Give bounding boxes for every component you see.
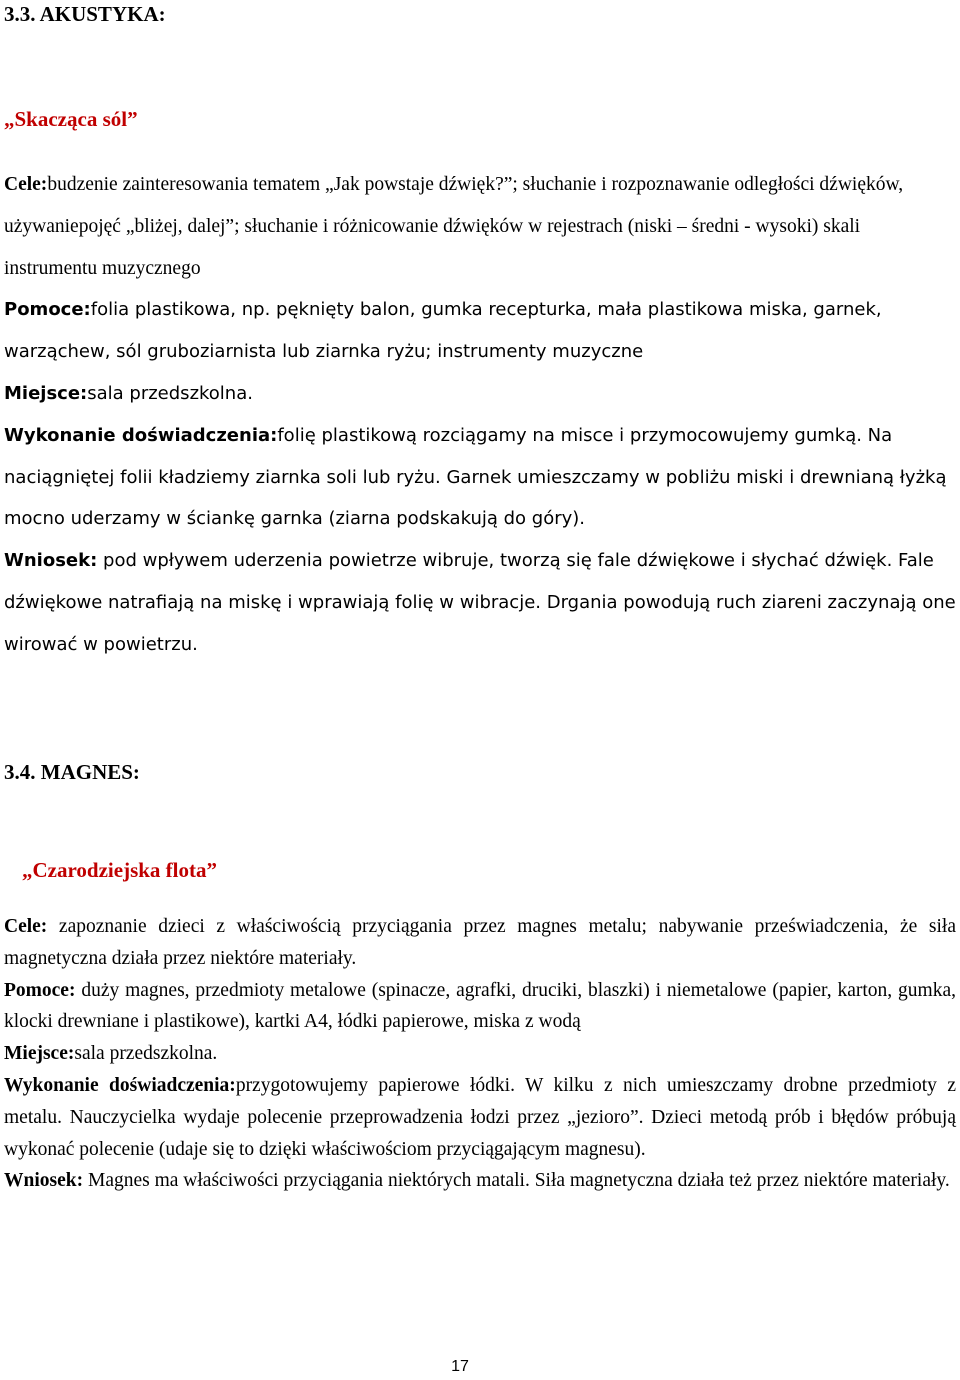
- experiment-title-jumping-salt: „Skacząca sól”: [4, 107, 138, 131]
- place-label: Miejsce:: [4, 382, 88, 404]
- place-paragraph: [4, 373, 956, 415]
- goals-label: Cele:: [4, 174, 48, 195]
- goals-paragraph: [4, 911, 956, 975]
- section-heading-acoustics: 3.3. AKUSTYKA:: [4, 2, 166, 26]
- execution-label: Wykonanie doświadczenia:: [4, 1074, 236, 1096]
- execution-text: folię plastikową rozciągamy na misce i przymocowujemy gumką. Na naciągniętej folii kładziemy ziarnka soli lub ryżu. Garnek umieszczamy w pobliżu miski i drewnianą łyżką mocno uderzamy w ściankę garnka (ziarna podskakują do góry).: [4, 424, 947, 530]
- aids-label: Pomoce:: [4, 979, 76, 1001]
- execution-paragraph: [4, 415, 956, 540]
- aids-paragraph: [4, 289, 956, 373]
- place-text: sala przedszkolna.: [74, 1043, 218, 1065]
- aids-text-part1: folia plastikowa, np.: [90, 299, 271, 321]
- conclusion-text: Magnes ma właściwości przyciągania niektórych matali. Siła magnetyczna działa też przez niektóre materiały.: [83, 1170, 950, 1192]
- goals-text: budzenie zainteresowania tematem „Jak powstaje dźwięk?”; słuchanie i rozpoznawanie odległości dźwięków, używaniepojęć „bliżej, dalej”; słuchanie i różnicowanie dźwięków w rejestrach (niski – średni - wysoki) skali instrumentu muzycznego: [4, 174, 904, 279]
- goals-paragraph: [4, 164, 956, 289]
- section-magnet-body: [4, 911, 956, 1197]
- page-number: 17: [451, 1358, 469, 1375]
- conclusion-paragraph: [4, 1165, 956, 1197]
- place-text: sala przedszkolna.: [87, 382, 253, 404]
- execution-text: przygotowujemy papierowe łódki. W kilku z nich umieszczamy drobne przedmioty z metalu. Nauczycielka wydaje polecenie przeprowadzenia łodzi przez „jezioro”. Dzieci metodą prób i błędów próbują wykonać polecenie (udaje się to dzięki właściwościom przyciągającym magnesu).: [4, 1074, 956, 1160]
- aids-label: Pomoce:: [4, 299, 91, 321]
- execution-label: Wykonanie doświadczenia:: [4, 424, 278, 446]
- aids-paragraph: [4, 975, 956, 1039]
- execution-paragraph: [4, 1070, 956, 1165]
- place-paragraph: [4, 1038, 956, 1070]
- conclusion-label: Wniosek:: [4, 550, 98, 572]
- goals-label: Cele:: [4, 916, 48, 937]
- section-heading-magnet: 3.4. MAGNES:: [4, 760, 140, 784]
- experiment-title-magic-fleet: „Czarodziejska flota”: [22, 858, 217, 882]
- place-label: Miejsce:: [4, 1043, 75, 1065]
- goals-text: zapoznanie dzieci z właściwością przyciągania przez magnes metalu; nabywanie przeświadczenia, że siła magnetyczna działa przez niektóre materiały.: [4, 916, 956, 969]
- aids-text: duży magnes, przedmioty metalowe (spinacze, agrafki, druciki, blaszki) i niemetalowe (papier, karton, gumka, klocki drewniane i plastikowe), kartki A4, łódki papierowe, miska z wodą: [4, 979, 956, 1033]
- section-acoustics-body: [4, 164, 956, 666]
- conclusion-paragraph: [4, 540, 956, 665]
- conclusion-text: pod wpływem uderzenia powietrze wibruje, tworzą się fale dźwiękowe i słychać dźwięk. Fale dźwiękowe natrafiają na miskę i wprawiają folię w wibracje. Drgania powodują ruch ziareni zaczynają one wirować w powietrzu.: [4, 550, 956, 655]
- aids-text-part2: pęknięty balon, gumka recepturka, mała plastikowa miska, garnek, warząchew, sól gruboziarnista lub ziarnka ryżu; instrumenty muzyczne: [4, 299, 882, 363]
- conclusion-label: Wniosek:: [4, 1170, 84, 1192]
